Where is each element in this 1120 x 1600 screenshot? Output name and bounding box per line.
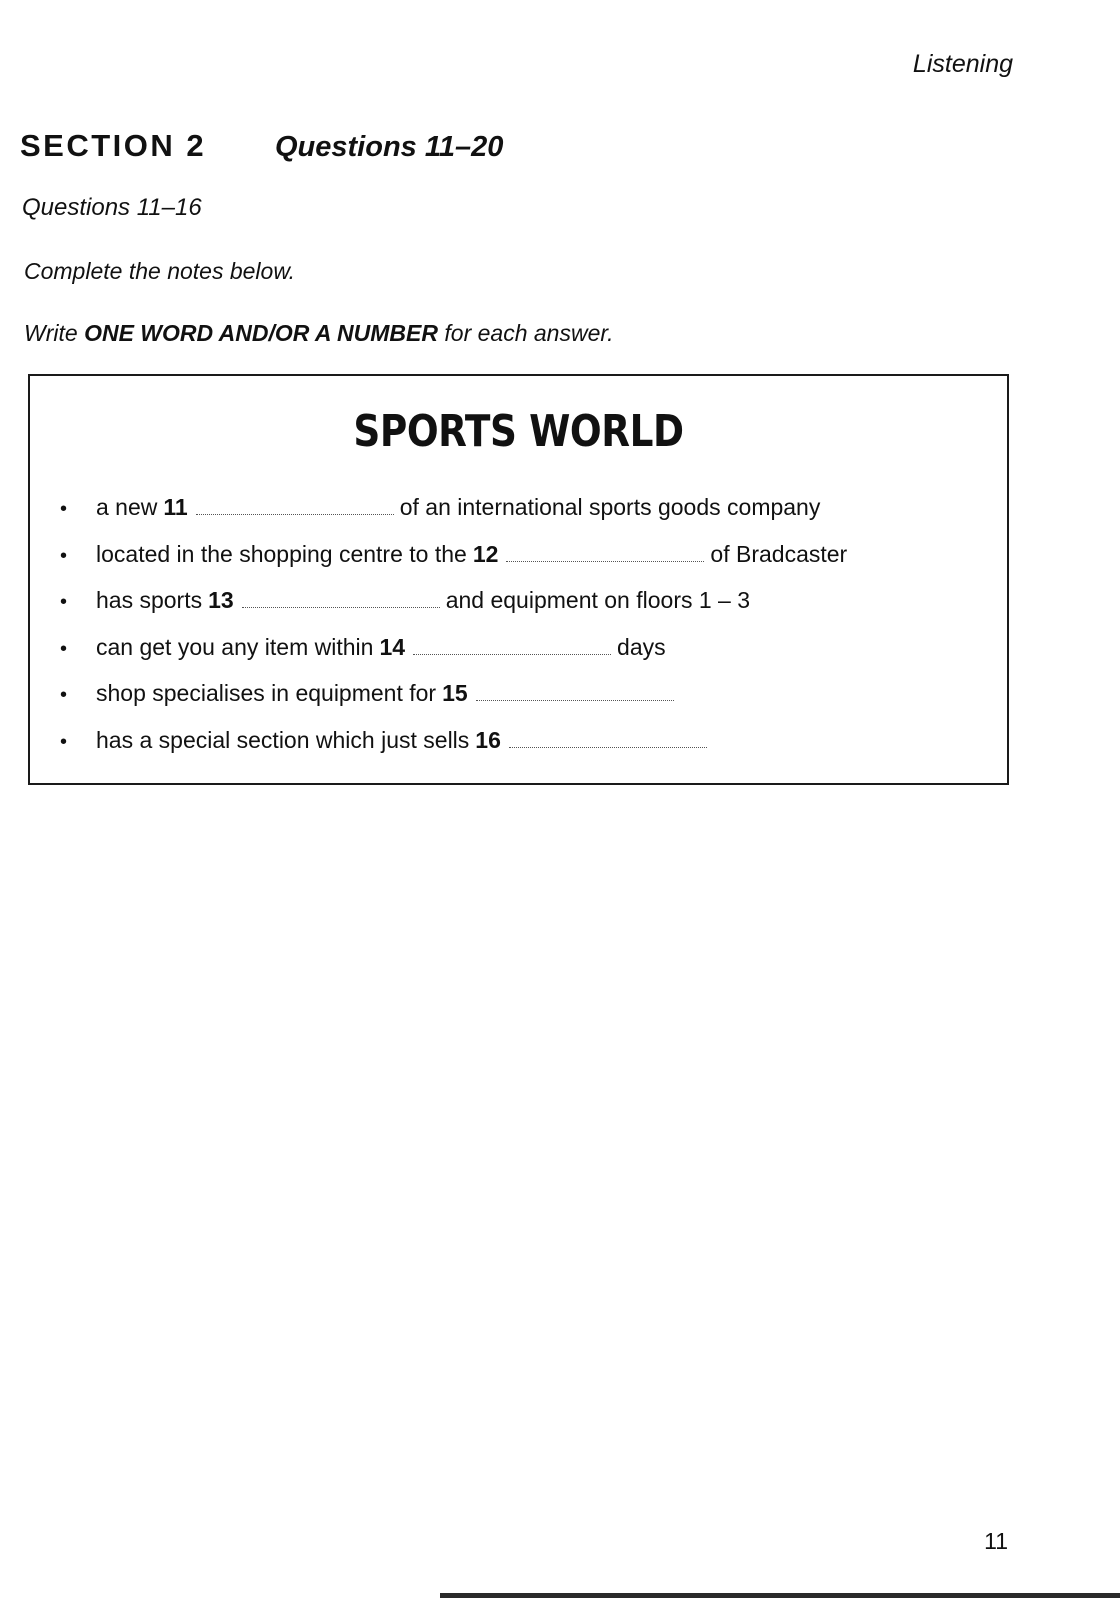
notes-box bbox=[28, 374, 1009, 785]
running-head: Listening bbox=[912, 50, 1013, 78]
answer-blank-11[interactable] bbox=[196, 513, 394, 515]
answer-blank-12[interactable] bbox=[506, 560, 704, 562]
note-text-before: a new bbox=[96, 494, 158, 520]
answer-blank-13[interactable] bbox=[242, 606, 440, 608]
question-number: 11 bbox=[163, 494, 188, 520]
note-text-after: and equipment on floors 1 – 3 bbox=[445, 587, 751, 613]
note-item-11 bbox=[60, 494, 847, 541]
bullet-icon: • bbox=[60, 730, 68, 753]
note-text-before: has sports bbox=[96, 587, 203, 613]
bullet-icon: • bbox=[60, 544, 68, 567]
instruction-suffix: for each answer. bbox=[438, 320, 614, 346]
note-text-after: of Bradcaster bbox=[710, 540, 848, 567]
note-item-12 bbox=[60, 541, 847, 588]
bullet-icon: • bbox=[60, 591, 68, 613]
bullet-icon: • bbox=[60, 684, 68, 706]
question-number: 12 bbox=[472, 540, 499, 567]
bullet-icon: • bbox=[60, 498, 68, 520]
question-number: 13 bbox=[208, 587, 234, 613]
note-item-16 bbox=[60, 727, 847, 774]
answer-blank-15[interactable] bbox=[476, 699, 674, 701]
answer-blank-14[interactable] bbox=[413, 653, 611, 655]
instruction-word-limit bbox=[24, 320, 614, 347]
question-number: 16 bbox=[475, 726, 501, 753]
page-number: 11 bbox=[984, 1528, 1008, 1554]
section-label: SECTION 2 bbox=[20, 128, 207, 163]
note-text-before: shop specialises in equipment for bbox=[96, 680, 437, 706]
note-item-15 bbox=[60, 680, 847, 727]
answer-blank-16[interactable] bbox=[509, 746, 707, 748]
note-text-before: located in the shopping centre to the bbox=[96, 540, 467, 567]
instruction-complete-notes: Complete the notes below. bbox=[24, 258, 296, 284]
question-number: 15 bbox=[442, 680, 468, 706]
notes-list bbox=[60, 494, 847, 773]
note-item-13 bbox=[60, 587, 847, 634]
notes-title: SPORTS WORLD bbox=[353, 406, 684, 457]
note-text-after: days bbox=[617, 633, 666, 660]
instruction-prefix: Write bbox=[24, 320, 85, 346]
bullet-icon: • bbox=[60, 637, 68, 660]
page-bottom-rule bbox=[440, 1593, 1120, 1598]
section-heading bbox=[20, 128, 503, 164]
note-text-after: of an international sports goods company bbox=[399, 494, 821, 520]
questions-range: Questions 11–20 bbox=[275, 131, 504, 163]
note-text-before: can get you any item within bbox=[96, 633, 374, 660]
question-number: 14 bbox=[379, 633, 406, 660]
instruction-emphasis: ONE WORD AND/OR A NUMBER bbox=[84, 320, 438, 346]
subsection-range: Questions 11–16 bbox=[22, 194, 202, 221]
note-item-14 bbox=[60, 634, 847, 681]
note-text-before: has a special section which just sells bbox=[96, 726, 470, 753]
